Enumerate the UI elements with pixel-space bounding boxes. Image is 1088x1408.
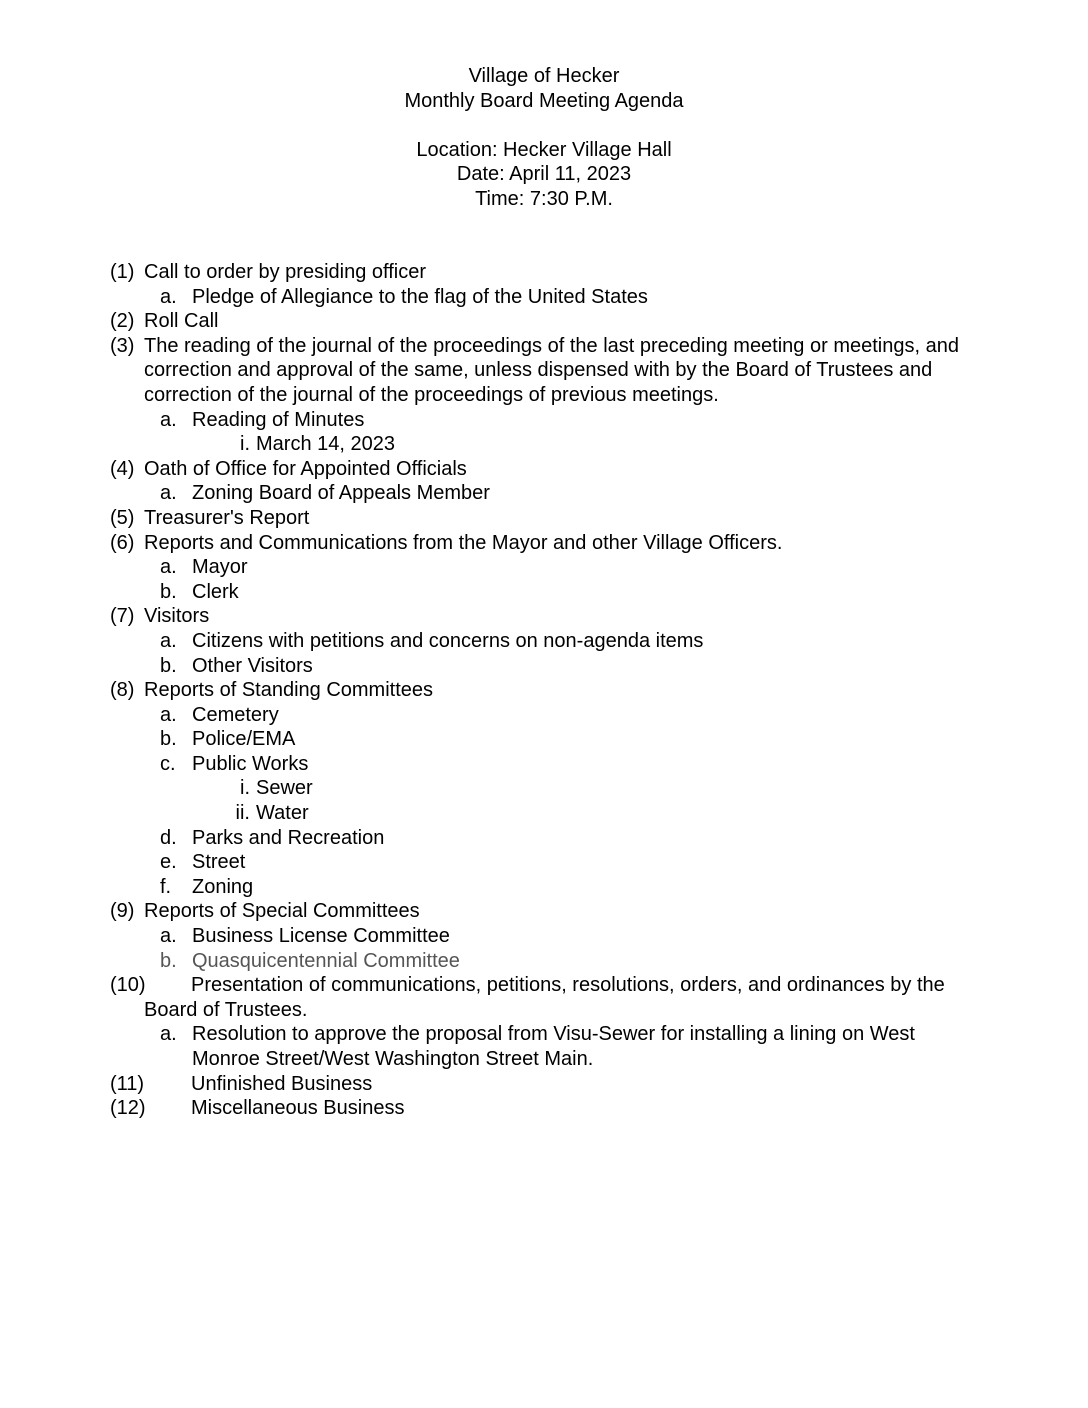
item-number: a. — [160, 925, 177, 948]
item-text: Parks and Recreation — [192, 826, 385, 849]
agenda-item — [110, 973, 1030, 1022]
item-text: Other Visitors — [192, 654, 313, 677]
item-number: (2) — [110, 310, 135, 333]
item-number: ii. — [235, 802, 250, 825]
item-text: Police/EMA — [192, 728, 296, 751]
item-text: Reports of Special Committees — [144, 900, 420, 923]
agenda-subitem — [110, 654, 1030, 679]
item-number: (5) — [110, 506, 135, 529]
agenda-subitem — [110, 703, 1030, 728]
item-text: Cemetery — [192, 703, 279, 726]
agenda-subitem — [110, 752, 1030, 777]
item-text: Oath of Office for Appointed Officials — [144, 457, 467, 480]
village-name: Village of Hecker — [468, 65, 620, 87]
item-number: b. — [160, 949, 177, 972]
item-text: Clerk — [192, 580, 239, 603]
agenda-item — [110, 604, 1030, 629]
agenda-item — [110, 309, 1030, 334]
agenda-subitem — [110, 875, 1030, 900]
item-text: Street — [192, 851, 246, 874]
item-text: Water — [256, 802, 309, 825]
item-text: The reading of the journal of the proceedings of the last preceding meeting or meetings, and correction and approval of the same, unless dispensed with by the Board of Trustees and correction of the journal of the proceedings of previous meetings. — [144, 334, 959, 406]
item-text: Zoning — [192, 875, 254, 898]
item-text-continued: Board of Trustees. — [144, 998, 308, 1021]
agenda-subitem — [110, 850, 1030, 875]
item-number: (7) — [110, 605, 135, 628]
item-text: Unfinished Business — [191, 1072, 373, 1095]
agenda-item — [110, 678, 1030, 703]
item-number: (1) — [110, 261, 135, 283]
meeting-date: Date: April 11, 2023 — [456, 163, 632, 185]
item-text: Miscellaneous Business — [191, 1097, 405, 1120]
item-text: Presentation of communications, petitions, resolutions, orders, and ordinances by the — [191, 974, 945, 997]
item-number: (6) — [110, 531, 135, 554]
item-text: Zoning Board of Appeals Member — [192, 482, 490, 505]
agenda-subitem — [110, 555, 1030, 580]
item-text: Public Works — [192, 752, 309, 775]
agenda-item — [110, 1072, 1030, 1097]
item-number: a. — [160, 556, 177, 579]
item-number: c. — [160, 752, 176, 775]
agenda-subsubitem — [110, 801, 1030, 826]
agenda-subsubitem — [110, 432, 1030, 457]
item-text: Resolution to approve the proposal from Visu-Sewer for installing a lining on West Monroe Street/West Washington Street Main. — [192, 1023, 915, 1070]
item-text: Business License Committee — [192, 925, 450, 948]
item-number: a. — [160, 285, 177, 308]
agenda-item — [110, 260, 1030, 285]
agenda-item — [110, 1096, 1030, 1121]
agenda-subitem — [110, 924, 1030, 949]
item-text: Treasurer's Report — [144, 506, 310, 529]
item-number: (3) — [110, 334, 135, 357]
agenda-subitem — [110, 408, 1030, 433]
agenda-list — [110, 260, 1030, 1121]
item-number: i. — [240, 777, 250, 800]
agenda-item — [110, 531, 1030, 556]
item-number: a. — [160, 703, 177, 726]
item-number: a. — [160, 482, 177, 505]
item-number: b. — [160, 580, 177, 603]
item-number: (9) — [110, 900, 135, 923]
item-number: b. — [160, 728, 177, 751]
agenda-subitem — [110, 629, 1030, 654]
item-text: Reports and Communications from the Mayor and other Village Officers. — [144, 531, 783, 554]
item-number: (10) — [110, 974, 146, 997]
item-text: Mayor — [192, 556, 248, 579]
item-number: (12) — [110, 1097, 146, 1120]
item-number: e. — [160, 851, 177, 874]
agenda-item — [110, 334, 1024, 408]
item-number: d. — [160, 826, 177, 849]
meeting-time: Time: 7:30 P.M. — [475, 187, 613, 210]
agenda-item — [110, 506, 1030, 531]
item-number: b. — [160, 654, 177, 677]
item-text: Quasquicentennial Committee — [192, 949, 460, 972]
agenda-subitem — [110, 727, 1030, 752]
item-number: (11) — [110, 1072, 145, 1095]
item-text: Sewer — [256, 777, 313, 800]
item-number: (8) — [110, 679, 135, 702]
agenda-subitem — [110, 580, 1030, 605]
agenda-item — [110, 457, 1030, 482]
agenda-subitem — [110, 949, 1030, 974]
agenda-subsubitem — [110, 776, 1030, 801]
agenda-title: Monthly Board Meeting Agenda — [404, 89, 684, 112]
item-text: Citizens with petitions and concerns on non-agenda items — [192, 629, 704, 652]
item-number: f. — [160, 875, 172, 898]
item-text: Roll Call — [144, 310, 219, 333]
item-number: a. — [160, 408, 177, 431]
agenda-subitem — [110, 1022, 982, 1071]
item-number: (4) — [110, 457, 135, 480]
item-text: Call to order by presiding officer — [144, 261, 426, 283]
item-number: i. — [240, 433, 250, 456]
agenda-subitem — [110, 826, 1030, 851]
item-text: Pledge of Allegiance to the flag of the United States — [192, 285, 648, 308]
item-text: March 14, 2023 — [256, 433, 395, 456]
item-text: Visitors — [144, 605, 210, 628]
document-header — [0, 64, 1088, 211]
agenda-subitem — [110, 285, 1030, 310]
item-number: a. — [160, 629, 177, 652]
agenda-subitem — [110, 481, 1030, 506]
item-text: Reports of Standing Committees — [144, 679, 434, 702]
item-number: a. — [160, 1023, 177, 1046]
meeting-location: Location: Hecker Village Hall — [416, 138, 672, 161]
agenda-item — [110, 899, 1030, 924]
item-text: Reading of Minutes — [192, 408, 365, 431]
